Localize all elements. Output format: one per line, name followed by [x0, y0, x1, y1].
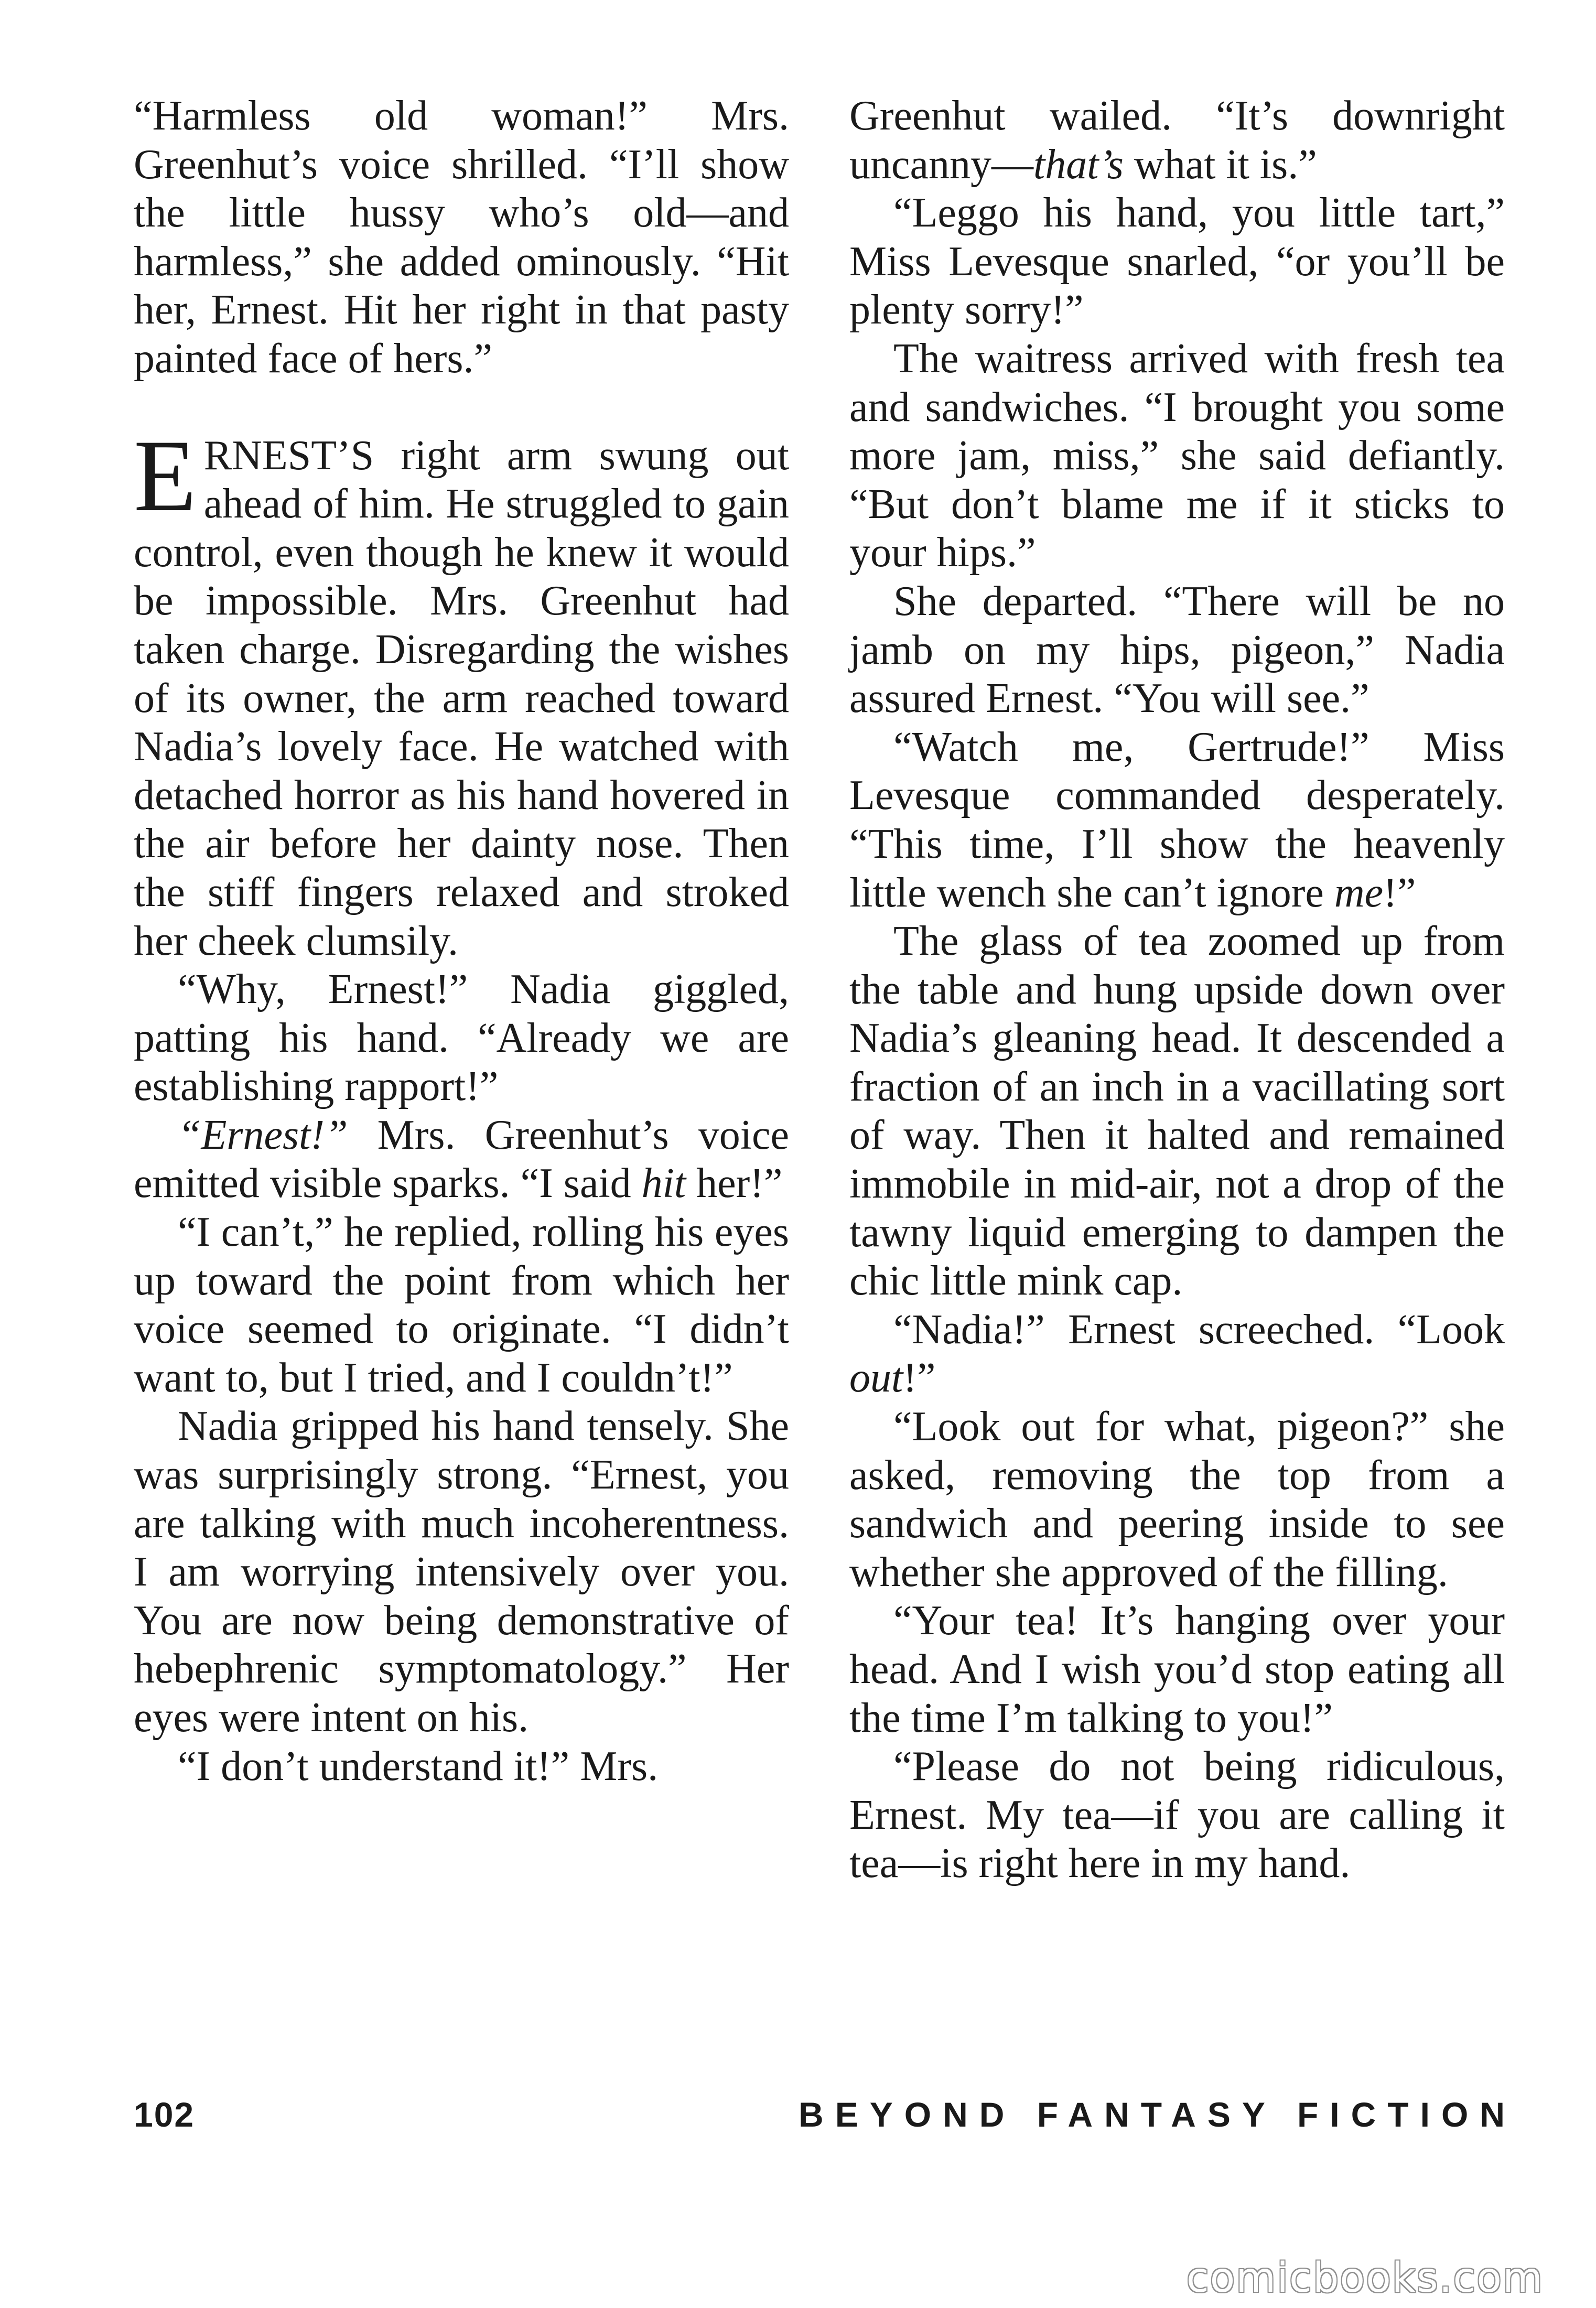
- paragraph: “Look out for what, pigeon?” she asked, removing the top from a sandwich and peering inside to see whether she approved of the filling.: [849, 1404, 1505, 1595]
- watermark: comicbooks.com: [1186, 2255, 1544, 2302]
- page-number: 102: [134, 2095, 195, 2134]
- italic-text: hit: [641, 1160, 686, 1207]
- paragraph: [134, 1111, 789, 1208]
- paragraph: She departed. “There will be no jamb on my hips, pigeon,” Nadia assured Ernest. “You will see.”: [849, 578, 1505, 722]
- left-text-column: [134, 92, 789, 1791]
- drop-cap: E: [134, 418, 197, 533]
- paragraph-text: !”: [1383, 869, 1416, 916]
- paragraph: “I don’t understand it!” Mrs.: [178, 1743, 659, 1789]
- paragraph: The waitress arrived with fresh tea and sandwiches. “I brought you some more jam, miss,” she said defiantly. “But don’t blame me if it sticks to your hips.”: [849, 335, 1505, 576]
- continued-paragraph: [849, 92, 1505, 189]
- italic-text: that’s: [1033, 141, 1124, 188]
- paragraph-text: “Nadia!” Ernest screeched. “Look: [893, 1306, 1505, 1353]
- paragraph-text: “Watch me, Gertrude!” Miss Levesque commanded desperately. “This time, I’ll show the heavenly little wench she can’t ignore: [849, 724, 1505, 916]
- section-start-text: RNEST’S right arm swung out ahead of him. He struggled to gain control, even though he knew it would be impossible. Mrs. Greenhut had taken charge. Disregarding the wishes of its owner, the arm reached toward Nadia’s lovely face. He watched with detached horror as his hand hovered in the air before her dainty nose. Then the stiff fingers relaxed and stroked her cheek clumsily.: [134, 432, 789, 964]
- paragraph: [849, 723, 1505, 917]
- paragraph-text: her!”: [686, 1160, 783, 1207]
- right-text-column: [849, 92, 1505, 1888]
- paragraph-text: !”: [903, 1355, 936, 1401]
- section-start-paragraph: [134, 418, 789, 966]
- italic-text: “Ernest!”: [178, 1112, 348, 1158]
- paragraph: “Please do not being ridiculous, Ernest. My tea—if you are calling it tea—is right here in my hand.: [849, 1743, 1505, 1887]
- paragraph: “I can’t,” he replied, rolling his eyes up toward the point from which her voice seemed to originate. “I didn’t want to, but I tried, and I couldn’t!”: [134, 1209, 789, 1401]
- running-title: BEYOND FANTASY FICTION: [799, 2095, 1516, 2134]
- paragraph: [849, 1306, 1505, 1403]
- paragraph: “Your tea! It’s hanging over your head. And I wish you’d stop eating all the time I’m talking to you!”: [849, 1598, 1505, 1741]
- italic-text: me: [1334, 869, 1384, 916]
- paragraph: “Harmless old woman!” Mrs. Greenhut’s voice shrilled. “I’ll show the little hussy who’s old—and harmless,” she added ominously. “Hit her, Ernest. Hit her right in that pasty painted face of hers.”: [134, 93, 789, 382]
- page-footer: [134, 2095, 1516, 2147]
- paragraph-text: Greenhut wailed. “It’s downright uncanny—: [849, 93, 1505, 188]
- paragraph: The glass of tea zoomed up from the table and hung upside down over Nadia’s gleaning head. It descended a fraction of an inch in a vacillating sort of way. Then it halted and remained immobile in mid-air, not a drop of the tawny liquid emerging to dampen the chic little mink cap.: [849, 918, 1505, 1304]
- paragraph: Nadia gripped his hand tensely. She was surprisingly strong. “Ernest, you are talking with much incoherentness. I am worrying intensively over you. You are now being demonstrative of hebephrenic symptomatology.” Her eyes were intent on his.: [134, 1403, 789, 1741]
- italic-text: out: [849, 1355, 903, 1401]
- paragraph: “Why, Ernest!” Nadia giggled, patting his hand. “Already we are establishing rapport!”: [134, 966, 789, 1110]
- paragraph-text: Mrs. Greenhut’s voice emitted visible sparks. “I said: [134, 1112, 789, 1207]
- paragraph: “Leggo his hand, you little tart,” Miss Levesque snarled, “or you’ll be plenty sorry!”: [849, 190, 1505, 333]
- paragraph-text: what it is.”: [1123, 141, 1317, 188]
